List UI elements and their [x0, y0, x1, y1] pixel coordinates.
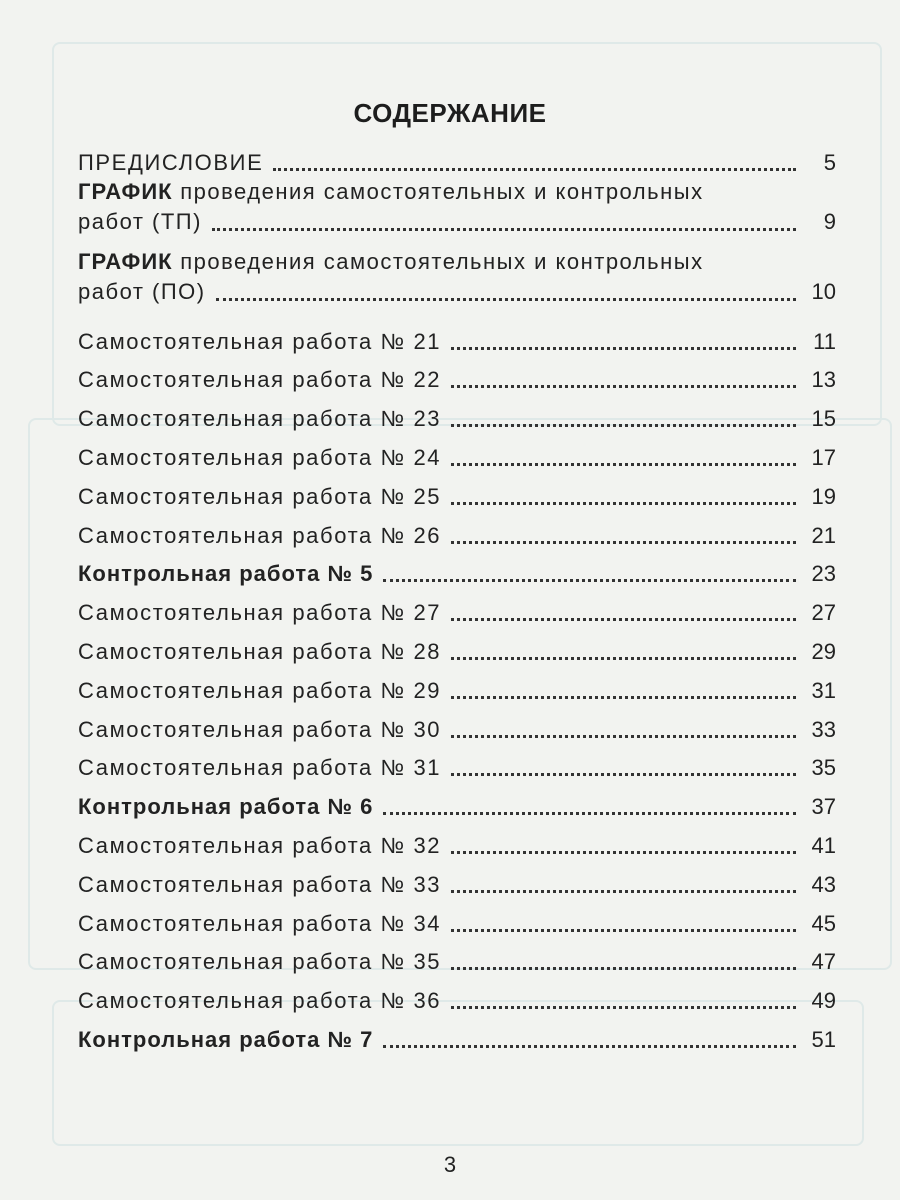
toc-entry-page: 19 — [811, 483, 836, 509]
toc-entry-test[interactable] — [78, 782, 836, 821]
toc-entry[interactable] — [78, 860, 836, 899]
toc-entry[interactable] — [78, 744, 836, 783]
toc-entry-label: Самостоятельная работа № 31 — [78, 755, 442, 781]
toc-entry-page: 37 — [811, 794, 836, 820]
toc-entry-test[interactable] — [78, 1015, 836, 1054]
dot-leader — [451, 617, 796, 621]
table-of-contents — [78, 138, 836, 1054]
dot-leader — [451, 423, 796, 427]
toc-entry-label: Самостоятельная работа № 26 — [78, 522, 442, 548]
toc-entry-label-cont: работ (ПО) — [78, 278, 206, 304]
toc-entry-page: 15 — [811, 406, 836, 432]
toc-entry[interactable] — [78, 899, 836, 938]
dot-leader — [451, 695, 796, 699]
dot-leader — [451, 462, 796, 466]
toc-entry-page: 5 — [823, 149, 836, 175]
toc-entry-page: 35 — [811, 755, 836, 781]
toc-entry-page: 31 — [811, 677, 836, 703]
dot-leader — [451, 734, 796, 738]
toc-entry[interactable] — [78, 627, 836, 666]
toc-entry-page: 41 — [811, 832, 836, 858]
toc-entry[interactable] — [78, 938, 836, 977]
dot-leader — [451, 889, 796, 893]
dot-leader — [451, 850, 796, 854]
toc-entry-page: 43 — [811, 871, 836, 897]
toc-entry-page: 9 — [823, 208, 836, 234]
page-number: 3 — [443, 1152, 457, 1177]
toc-entry-label: Контрольная работа № 7 — [78, 1026, 374, 1052]
toc-entry-label: Самостоятельная работа № 36 — [78, 988, 442, 1014]
dot-leader — [451, 346, 796, 350]
toc-entry[interactable] — [78, 588, 836, 627]
toc-entry-label-bold: ГРАФИК — [78, 178, 173, 204]
toc-entry-page: 13 — [811, 367, 836, 393]
toc-entry-label-bold: ГРАФИК — [78, 248, 173, 274]
toc-entry[interactable] — [78, 177, 836, 237]
toc-entry-label: проведения самостоятельных и контрольных — [172, 178, 704, 204]
toc-entry-label: Самостоятельная работа № 30 — [78, 716, 442, 742]
toc-entry[interactable] — [78, 247, 836, 307]
toc-entry-page: 33 — [811, 716, 836, 742]
toc-entry-label: Самостоятельная работа № 32 — [78, 832, 442, 858]
toc-entry-page: 21 — [811, 522, 836, 548]
dot-leader — [451, 966, 796, 970]
toc-entry[interactable] — [78, 976, 836, 1015]
toc-entry-label: Самостоятельная работа № 28 — [78, 638, 442, 664]
page-title: СОДЕРЖАНИЕ — [353, 98, 547, 128]
dot-leader — [216, 297, 796, 301]
dot-leader — [383, 578, 796, 582]
dot-leader — [451, 384, 796, 388]
dot-leader — [451, 656, 796, 660]
toc-entry-page: 27 — [811, 600, 836, 626]
toc-entry[interactable] — [78, 472, 836, 511]
dot-leader — [451, 772, 796, 776]
toc-entry[interactable] — [78, 433, 836, 472]
toc-entry-page: 11 — [813, 328, 836, 354]
toc-entry[interactable] — [78, 666, 836, 705]
toc-entry-page: 17 — [811, 444, 836, 470]
toc-entry-label: Самостоятельная работа № 33 — [78, 871, 442, 897]
toc-entry-page: 29 — [811, 638, 836, 664]
dot-leader — [451, 540, 796, 544]
toc-entry-label: Контрольная работа № 6 — [78, 794, 374, 820]
toc-entry-label: Контрольная работа № 5 — [78, 561, 374, 587]
toc-entry[interactable] — [78, 356, 836, 395]
toc-entry-label: Самостоятельная работа № 27 — [78, 600, 442, 626]
toc-entry-label: Самостоятельная работа № 23 — [78, 406, 442, 432]
toc-entry-page: 47 — [811, 949, 836, 975]
toc-entry[interactable] — [78, 138, 836, 177]
toc-entry-label: Самостоятельная работа № 29 — [78, 677, 442, 703]
toc-entry-label: Самостоятельная работа № 34 — [78, 910, 442, 936]
toc-entry[interactable] — [78, 821, 836, 860]
toc-entry-label: Самостоятельная работа № 35 — [78, 949, 442, 975]
toc-entry-label: Самостоятельная работа № 25 — [78, 483, 442, 509]
toc-entry-page: 10 — [811, 278, 836, 304]
toc-entry-page: 51 — [811, 1026, 836, 1052]
toc-entry[interactable] — [78, 394, 836, 433]
toc-entry-label: ПРЕДИСЛОВИЕ — [78, 149, 264, 175]
toc-entry[interactable] — [78, 317, 836, 356]
toc-entry-label: Самостоятельная работа № 24 — [78, 444, 442, 470]
toc-entry-label-cont: работ (ТП) — [78, 208, 202, 234]
toc-entry[interactable] — [78, 705, 836, 744]
dot-leader — [383, 1044, 796, 1048]
dot-leader — [383, 811, 796, 815]
dot-leader — [451, 928, 796, 932]
dot-leader — [451, 501, 796, 505]
toc-entry-page: 45 — [811, 910, 836, 936]
toc-entry-test[interactable] — [78, 550, 836, 589]
toc-entry-page: 23 — [811, 561, 836, 587]
dot-leader — [273, 167, 796, 171]
toc-entry-label: Самостоятельная работа № 21 — [78, 328, 442, 354]
dot-leader — [451, 1005, 796, 1009]
dot-leader — [212, 227, 796, 231]
toc-entry-label: Самостоятельная работа № 22 — [78, 367, 442, 393]
toc-entry[interactable] — [78, 511, 836, 550]
toc-entry-label: проведения самостоятельных и контрольных — [172, 248, 704, 274]
toc-entry-page: 49 — [811, 988, 836, 1014]
